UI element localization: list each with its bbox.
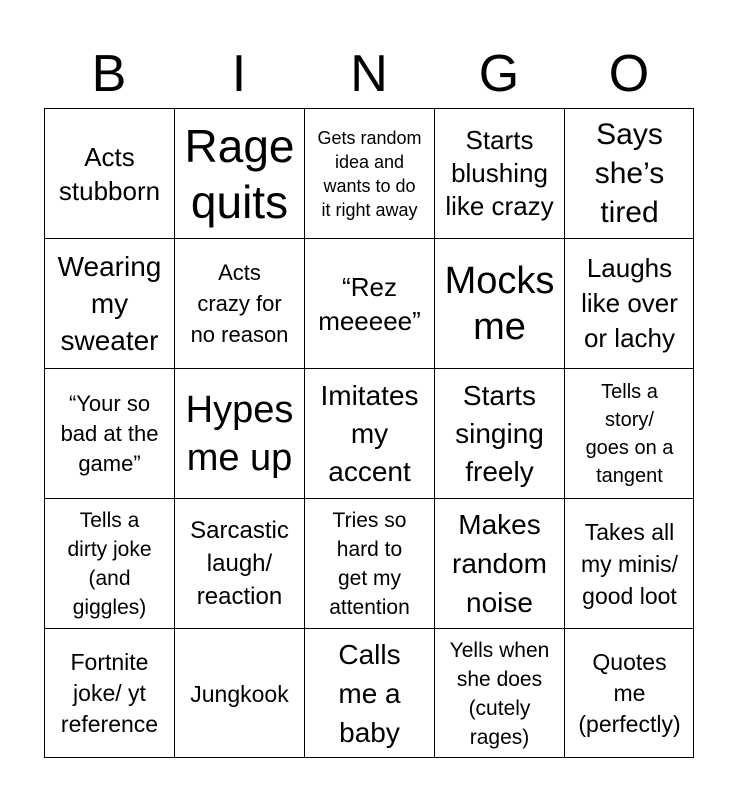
header-letter-b: B (91, 45, 127, 103)
bingo-cell[interactable] (174, 368, 304, 498)
bingo-cell-text: Yells when she does (cutely rages) (449, 638, 550, 749)
bingo-cell-text: Hypes me up (185, 388, 294, 479)
bingo-cell[interactable] (304, 628, 434, 758)
header-letter-n: N (350, 45, 388, 103)
bingo-cell-text: Starts blushing like crazy (445, 125, 554, 221)
bingo-board (44, 108, 694, 758)
bingo-cell[interactable] (44, 368, 174, 498)
bingo-cell[interactable] (304, 238, 434, 368)
bingo-cell-text: Sarcastic laugh/ reaction (190, 517, 289, 610)
bingo-cell[interactable] (44, 628, 174, 758)
bingo-cell[interactable] (174, 628, 304, 758)
header-letter-o: O (608, 45, 650, 103)
bingo-cell-text: Jungkook (190, 680, 289, 707)
bingo-cell[interactable] (564, 368, 694, 498)
bingo-cell[interactable] (174, 108, 304, 238)
bingo-cell[interactable] (564, 238, 694, 368)
bingo-cell-text: Quotes me (perfectly) (578, 649, 681, 737)
bingo-cell[interactable] (434, 368, 564, 498)
bingo-cell-text: Imitates my accent (320, 379, 419, 487)
bingo-cell-text: Fortnite joke/ yt reference (60, 649, 159, 737)
bingo-cell-text: Mocks me (444, 259, 555, 348)
bingo-cell[interactable] (174, 498, 304, 628)
bingo-cell-text: Makes random noise (452, 509, 547, 618)
bingo-cell-text: “Rez meeeee” (318, 271, 421, 336)
bingo-cell-text: Acts crazy for no reason (190, 260, 289, 347)
bingo-cell[interactable] (44, 108, 174, 238)
bingo-cell[interactable] (304, 108, 434, 238)
bingo-cell-text: Gets random idea and wants to do it right away (317, 127, 422, 220)
bingo-cell-text: Calls me a baby (338, 639, 401, 748)
bingo-cell[interactable] (564, 108, 694, 238)
bingo-cell-text: Tries so hard to get my attention (329, 508, 410, 619)
bingo-cell[interactable] (564, 498, 694, 628)
bingo-cell-text: Laughs like over or lachy (581, 253, 678, 353)
bingo-cell-text: Wearing my sweater (57, 251, 162, 356)
header-letter-g: G (478, 45, 520, 103)
bingo-cell-text: Takes all my minis/ good loot (580, 518, 679, 609)
bingo-cell[interactable] (434, 108, 564, 238)
bingo-cell[interactable] (44, 238, 174, 368)
bingo-cell-text: Tells a story/ goes on a tangent (585, 380, 674, 487)
bingo-cell[interactable] (434, 498, 564, 628)
bingo-cell[interactable] (304, 368, 434, 498)
bingo-cell-text: Tells a dirty joke (and giggles) (67, 508, 152, 619)
bingo-cell-text: Acts stubborn (58, 141, 161, 206)
header-letter-i: I (231, 45, 247, 103)
bingo-header (44, 44, 694, 104)
bingo-cell[interactable] (304, 498, 434, 628)
bingo-cell-text: Says she’s tired (594, 118, 665, 229)
bingo-cell[interactable] (434, 238, 564, 368)
bingo-cell-text: Starts singing freely (455, 379, 544, 487)
bingo-cell[interactable] (44, 498, 174, 628)
bingo-cell[interactable] (174, 238, 304, 368)
bingo-cell[interactable] (564, 628, 694, 758)
bingo-cell-text: Rage quits (184, 119, 295, 228)
bingo-cell-text: “Your so bad at the game” (60, 390, 159, 476)
bingo-cell[interactable] (434, 628, 564, 758)
